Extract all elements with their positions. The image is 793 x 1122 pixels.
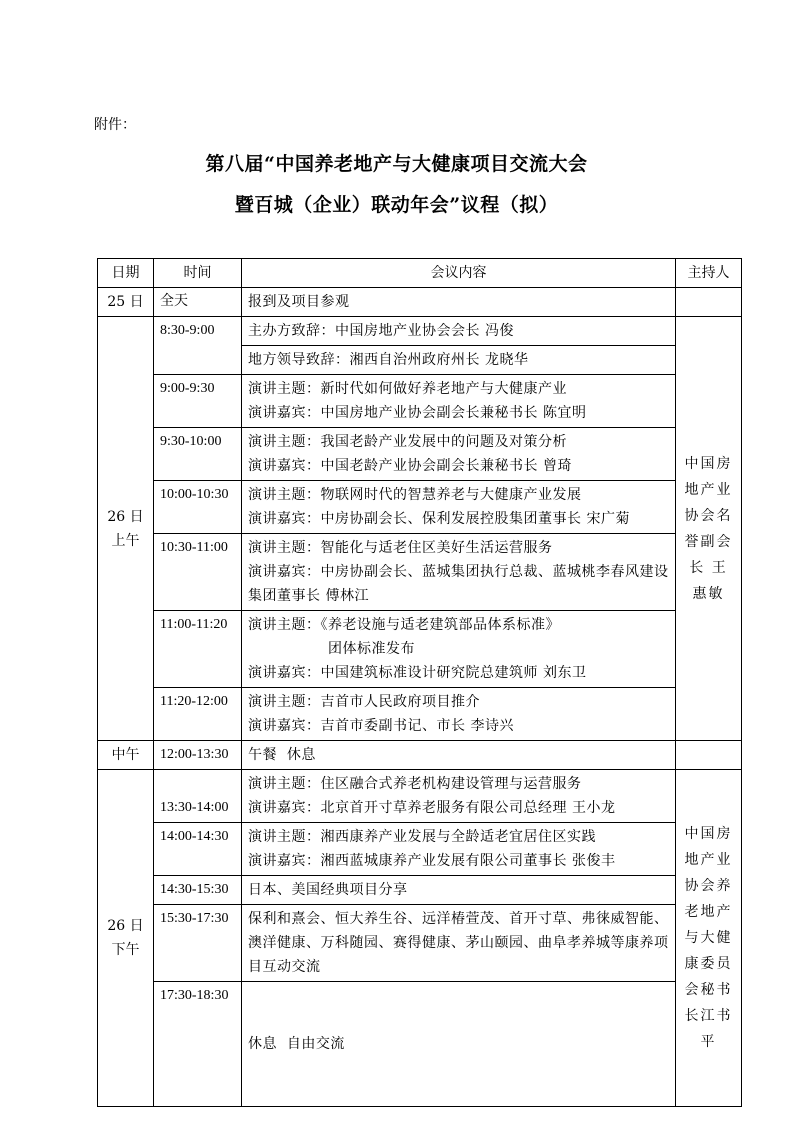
content-line: 演讲嘉宾：中国建筑标准设计研究院总建筑师 刘东卫 [248,665,587,681]
time-cell: 8:30-9:00 [154,317,242,375]
content-line: 演讲主题：智能化与适老住区美好生活运营服务 [248,540,553,556]
content-line: 演讲嘉宾：中房协副会长、蓝城集团执行总裁、蓝城桃李春风建设集团董事长 傅林江 [248,564,669,604]
time-cell: 14:00-14:30 [154,823,242,876]
header-date: 日期 [98,259,154,288]
table-row [98,375,742,428]
content-line: 演讲嘉宾：中国老龄产业协会副会长兼秘书长 曾琦 [248,458,572,474]
content-cell [242,317,676,346]
content-cell [242,375,676,428]
date-day: 26 日 [107,918,144,934]
table-row [98,317,742,346]
content-cell: 报到及项目参观 [242,288,676,317]
table-row [98,428,742,481]
content-cell [242,534,676,611]
document-title-line2: 暨百城（企业）联动年会”议程（拟） [234,194,559,216]
time-cell: 全天 [154,288,242,317]
table-row-noon [98,741,742,770]
table-header-row [98,259,742,288]
time-cell: 12:00-13:30 [154,741,242,770]
time-cell: 10:30-11:00 [154,534,242,611]
agenda-table [97,258,742,1107]
host-cell-empty [676,741,742,770]
content-line: 团体标准发布 [328,641,415,657]
table-row [98,611,742,688]
time-cell: 11:20-12:00 [154,688,242,741]
content-line: 演讲主题：我国老龄产业发展中的问题及对策分析 [248,434,567,450]
date-day: 26 日 [107,508,144,525]
time-cell: 9:00-9:30 [154,375,242,428]
content-line: 日本、美国经典项目分享 [248,882,408,898]
content-cell [242,688,676,741]
table-row [98,876,742,905]
date-cell: 25 日 [98,288,154,317]
content-cell [242,876,676,905]
table-row [98,905,742,982]
time-cell: 11:00-11:20 [154,611,242,688]
content-line: 演讲嘉宾：北京首开寸草养老服务有限公司总经理 王小龙 [248,800,616,816]
content-line: 演讲嘉宾：吉首市委副书记、市长 李诗兴 [248,718,514,734]
attachment-label: 附件： [94,117,136,133]
content-line: 演讲主题：新时代如何做好养老地产与大健康产业 [248,381,567,397]
content-cell [242,611,676,688]
content-line: 休息 自由交流 [248,1036,345,1052]
time-cell: 10:00-10:30 [154,481,242,534]
header-time: 时间 [154,259,242,288]
date-period: 下午 [111,942,140,958]
time-cell: 17:30-18:30 [154,982,242,1107]
time-cell: 9:30-10:00 [154,428,242,481]
content-line: 演讲主题：物联网时代的智慧养老与大健康产业发展 [248,487,582,503]
content-cell [242,982,676,1107]
content-cell [242,905,676,982]
content-line: 演讲主题：《养老设施与适老建筑部品体系标准》 [248,617,560,633]
date-period: 上午 [111,532,140,549]
content-cell: 午餐 休息 [242,741,676,770]
host-cell-afternoon: 中国房地产业协会养老地产与大健康委员会秘书长江书平 [676,770,742,1107]
host-cell-morning: 中国房地产业协会名誉副会长 王惠敏 [676,317,742,741]
table-row [98,982,742,1107]
content-cell [242,481,676,534]
header-host: 主持人 [676,259,742,288]
content-cell [242,346,676,375]
content-cell [242,770,676,823]
content-line: 演讲主题：湘西康养产业发展与全龄适老宜居住区实践 [248,829,596,845]
table-row [98,770,742,823]
table-row [98,481,742,534]
table-row-day25 [98,288,742,317]
content-line: 演讲嘉宾：中国房地产业协会副会长兼秘书长 陈宜明 [248,405,587,421]
content-line: 演讲主题：吉首市人民政府项目推介 [248,694,480,710]
content-line: 保利和熹会、恒大养生谷、远洋椿萱茂、首开寸草、弗徕威智能、澳洋健康、万科随园、赛得健康、茅山颐园、曲阜孝养城等康养项目互动交流 [248,911,669,975]
content-line: 地方领导致辞：湘西自治州政府州长 龙晓华 [248,352,529,368]
time-cell: 14:30-15:30 [154,876,242,905]
host-cell-empty [676,288,742,317]
content-line: 主办方致辞：中国房地产业协会会长 冯俊 [248,323,514,339]
time-cell: 13:30-14:00 [154,770,242,823]
content-cell [242,428,676,481]
time-cell: 15:30-17:30 [154,905,242,982]
date-cell: 中午 [98,741,154,770]
date-cell-morning [98,317,154,741]
date-cell-afternoon [98,770,154,1107]
table-row [98,823,742,876]
content-line: 演讲嘉宾：中房协副会长、保利发展控股集团董事长 宋广菊 [248,511,630,527]
content-cell [242,823,676,876]
content-line: 演讲嘉宾：湘西蓝城康养产业发展有限公司董事长 张俊丰 [248,853,616,869]
table-row [98,534,742,611]
header-content: 会议内容 [242,259,676,288]
table-row [98,688,742,741]
document-title-line1: 第八届“中国养老地产与大健康项目交流大会 [205,153,588,175]
content-line: 演讲主题：住区融合式养老机构建设管理与运营服务 [248,776,582,792]
